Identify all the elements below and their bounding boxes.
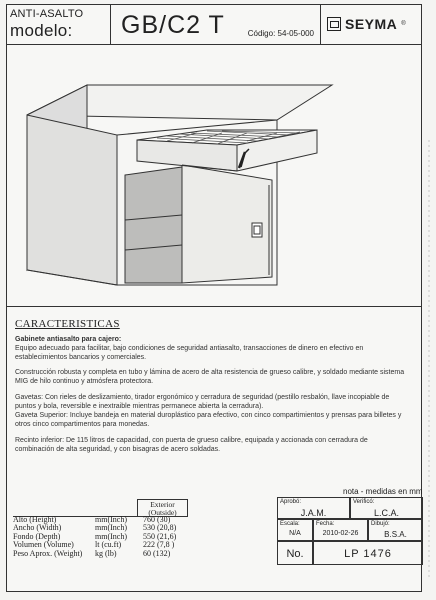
- description-section: [15, 317, 409, 460]
- drawn-label: Dibujó:: [371, 521, 390, 527]
- header: [7, 5, 421, 45]
- date-cell: [313, 519, 368, 541]
- approved-value: J.A.M.: [300, 508, 327, 518]
- spec-value: 530 (20,8): [143, 523, 177, 533]
- model-name: GB/C2 T: [121, 11, 225, 39]
- cabinet-illustration: [7, 45, 421, 307]
- cabinet-drawing-icon: [7, 45, 420, 305]
- series-label: ANTI-ASALTO: [10, 8, 84, 20]
- header-model-cell: [111, 5, 321, 44]
- spec-label: Peso Aprox. (Weight): [13, 548, 83, 558]
- measurement-note: nota - medidas en mm: [343, 487, 423, 496]
- spec-value: 550 (21,6): [143, 531, 177, 541]
- date-value: 2010-02-26: [322, 530, 359, 537]
- scale-value: N/A: [289, 530, 301, 537]
- date-label: Fecha:: [316, 521, 335, 527]
- header-series-cell: [7, 5, 111, 44]
- spec-unit: mm(Inch): [95, 523, 127, 533]
- drawn-value: B.S.A.: [384, 530, 407, 539]
- spec-row: [13, 550, 188, 558]
- verified-cell: [350, 497, 423, 519]
- description-paragraph: Gavetas: Con rieles de deslizamiento, tirador ergonómico y cerradura de seguridad (pestillo resbalón, llave incopiable de puntos y bola, reversible e inextraible mientras permanece abierta la cerradura).: [15, 393, 390, 410]
- description-paragraph: Recinto inferior: De 115 litros de capacidad, con puerta de grueso calibre, equipada y accionada con cerradura de combinación de alta seguridad, y con bisagras de acero soldadas.: [15, 436, 368, 453]
- document-number: LP 1476: [344, 548, 392, 560]
- spec-unit: mm(Inch): [95, 515, 127, 524]
- number-label-cell: [277, 541, 313, 565]
- approved-cell: [277, 497, 350, 519]
- seyma-logo-icon: [327, 17, 341, 31]
- spec-value: 60 (132): [143, 548, 171, 558]
- spec-label: Fondo (Depth): [13, 531, 61, 541]
- scale-cell: [277, 519, 313, 541]
- product-code: Código: 54-05-000: [247, 29, 314, 38]
- header-brand-cell: [321, 5, 421, 44]
- spec-unit: mm(Inch): [95, 531, 127, 541]
- verified-label: Verificó:: [353, 499, 375, 505]
- margin-scribbles-icon: [424, 140, 434, 580]
- spec-rows: [13, 516, 188, 558]
- spec-unit: kg (lb): [95, 548, 117, 558]
- title-block: [277, 483, 423, 593]
- outside-label: (Outside): [148, 508, 177, 517]
- spec-column-header: [137, 499, 188, 516]
- brand: [327, 16, 406, 32]
- drawn-cell: [368, 519, 423, 541]
- spec-label: Volumen (Volume): [13, 540, 74, 550]
- modelo-label: modelo:: [10, 21, 73, 40]
- description-title: CARACTERISTICAS: [15, 318, 120, 330]
- spec-sheet: [6, 4, 422, 592]
- description-paragraph: Construcción robusta y completa en tubo y lámina de acero de alta resistencia de grueso calibre, y soldado mediante sistema MIG de hilo continuo y atmósfera protectora.: [15, 369, 405, 386]
- description-lead: Gabinete antiasalto para cajero:: [15, 335, 122, 343]
- description-paragraph: Equipo adecuado para facilitar, bajo condiciones de seguridad antiasalto, transacciones de dinero en efectivo en establecimientos bancarios y comerciales.: [15, 344, 364, 361]
- spec-value: 760 (30): [143, 515, 171, 524]
- exterior-label: Exterior: [150, 500, 175, 509]
- spec-value: 222 (7,8 ): [143, 540, 175, 550]
- number-value-cell: [313, 541, 423, 565]
- description-paragraph: Gaveta Superior: Incluye bandeja en material duroplástico para efectivo, con cinco compartimientos y prensas para billetes y otros cinco compartimentos para monedas.: [15, 412, 402, 429]
- approved-label: Aprobó:: [280, 499, 302, 505]
- brand-name: SEYMA: [345, 16, 398, 32]
- number-label: No.: [286, 548, 304, 560]
- spec-label: Alto (Height): [13, 515, 57, 524]
- verified-value: L.C.A.: [373, 508, 399, 518]
- scale-label: Escala:: [280, 521, 300, 527]
- spec-label: Ancho (Width): [13, 523, 62, 533]
- spec-unit: lt (cu.ft): [95, 540, 122, 550]
- registered-mark: ®: [401, 21, 407, 27]
